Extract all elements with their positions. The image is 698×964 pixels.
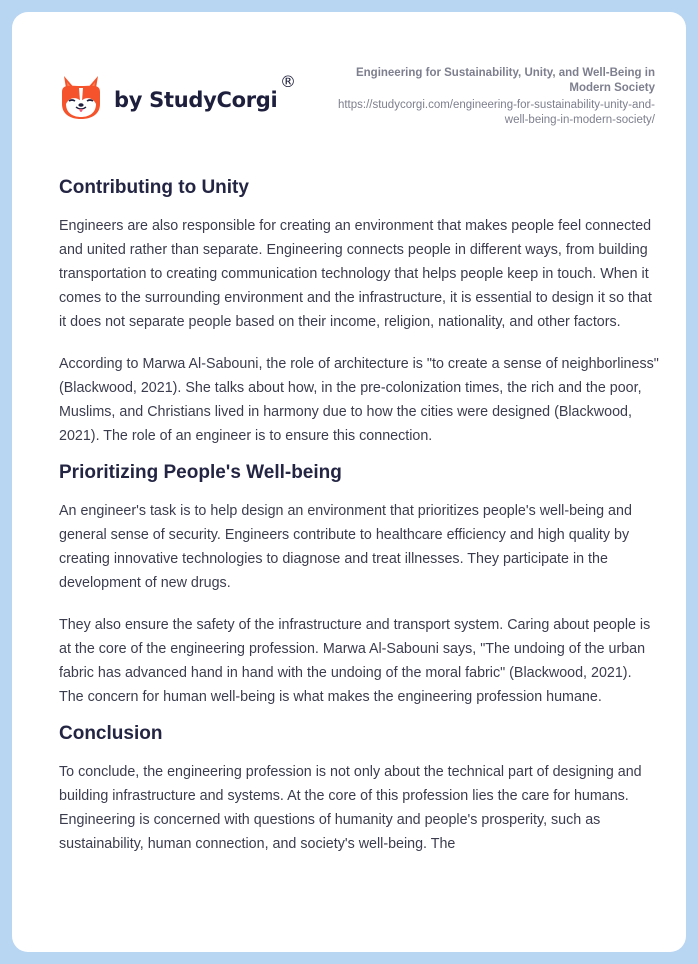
section-contributing-to-unity [59, 175, 659, 448]
document-card [12, 12, 686, 952]
paragraph: They also ensure the safety of the infrastructure and transport system. Caring about people is at the core of the engineering profession. Marwa Al-Sabouni says, "The undoing of the urban fabric has advanced hand in hand with the undoing of the moral fabric" (Blackwood, 2021). The concern for human well-being is what makes the engineering profession humane. [59, 617, 651, 705]
document-title: Engineering for Sustainability, Unity, and Well-Being in Modern Society [355, 67, 655, 94]
registered-mark-icon: ® [280, 72, 296, 91]
paragraph: To conclude, the engineering profession is not only about the technical part of designing and building infrastructure and systems. At the core of this profession lies the care for humans. Engineering is concerned with questions of humanity and people's prosperity, such as sustainability, human connection, and society's well-being. The [59, 764, 642, 852]
brand-name: by StudyCorgi [114, 88, 278, 112]
paragraph: According to Marwa Al-Sabouni, the role of architecture is "to create a sense of neighborliness" (Blackwood, 2021). She talks about how, in the pre-colonization times, the rich and the poor, Muslims, and Christians lived in harmony due to how the cities were designed (Blackwood, 2021). The role of an engineer is to ensure this connection. [59, 356, 659, 444]
article-content [59, 174, 659, 856]
document-meta [315, 66, 655, 128]
section-heading: Contributing to Unity [59, 177, 249, 198]
corgi-icon [60, 74, 102, 120]
document-header [12, 12, 686, 152]
document-url[interactable]: https://studycorgi.com/engineering-for-sustainability-unity-and-well-being-in-modern-society/ [337, 99, 655, 126]
section-conclusion [59, 721, 659, 856]
section-heading: Prioritizing People's Well-being [59, 462, 342, 483]
section-heading: Conclusion [59, 723, 163, 744]
studycorgi-logo[interactable] [60, 72, 296, 120]
paragraph: Engineers are also responsible for creating an environment that makes people feel connected and united rather than separate. Engineering connects people in different ways, from building transportation to creating communication technology that helps people keep in touch. When it comes to the surrounding environment and the infrastructure, it is essential to design it so that it does not separate people based on their income, religion, nationality, and other factors. [59, 218, 652, 330]
section-prioritizing-well-being [59, 460, 659, 709]
paragraph: An engineer's task is to help design an environment that prioritizes people's well-being and general sense of security. Engineers contribute to healthcare efficiency and high quality by creating innovative technologies to diagnose and treat illnesses. They participate in the development of new drugs. [59, 503, 632, 591]
